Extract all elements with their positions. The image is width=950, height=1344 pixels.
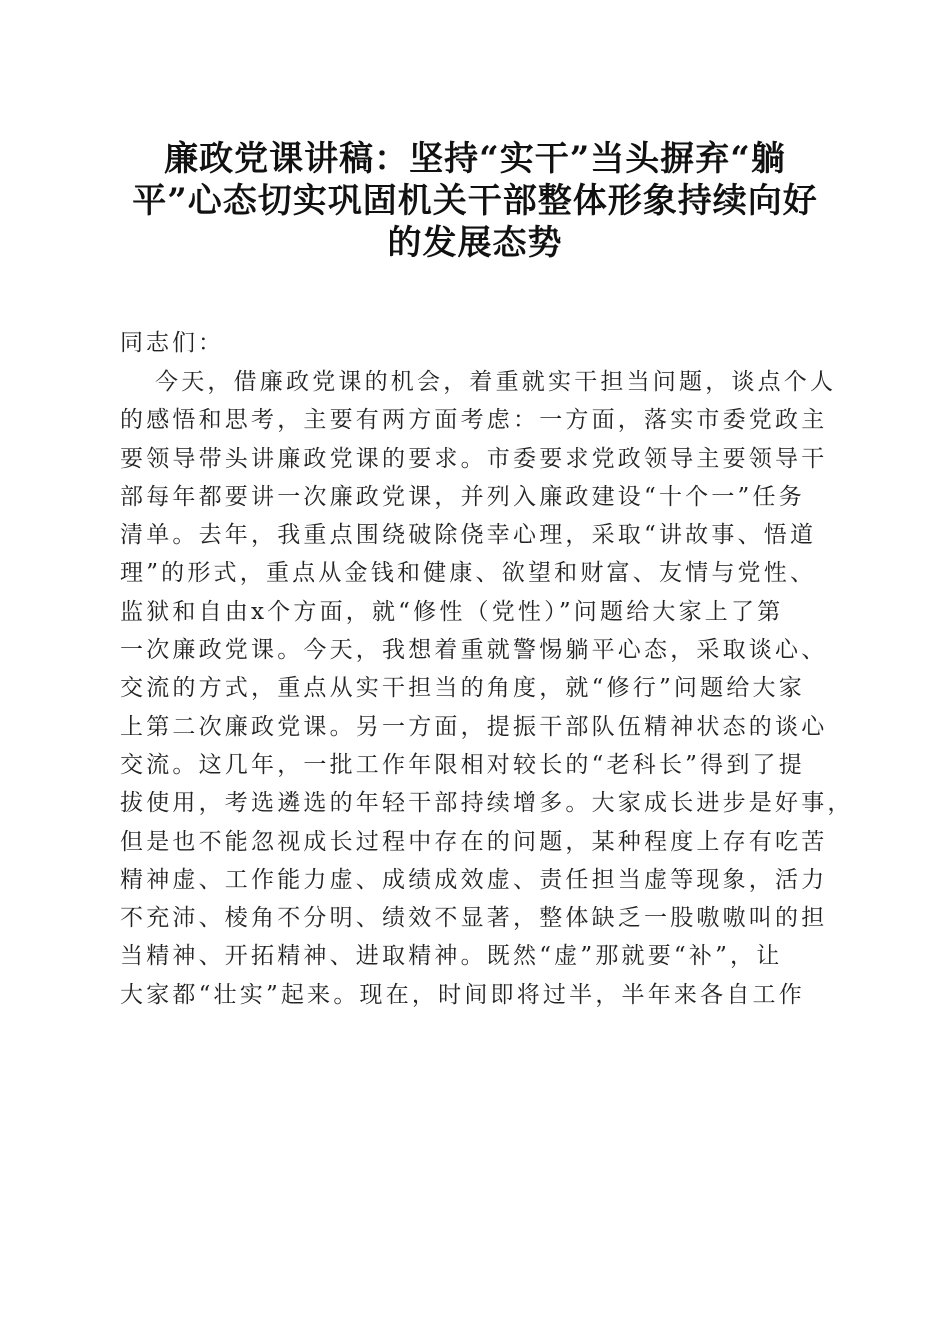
document-body [120, 323, 854, 1014]
paragraph-line: 交流。这几年，一批工作年限相对较长的“老科长”得到了提 [120, 751, 805, 778]
paragraph-line: 监狱和自由x个方面，就“修性（党性）”问题给大家上了第 [120, 598, 784, 625]
paragraph-line: 精神虚、工作能力虚、成绩成效虚、责任担当虚等现象，活力 [120, 866, 828, 893]
paragraph-line: 交流的方式，重点从实干担当的角度，就“修行”问题给大家 [120, 675, 805, 702]
paragraph-line: 清单。去年，我重点围绕破除侥幸心理，采取“讲故事、悟道 [120, 522, 817, 549]
salutation: 同志们： [120, 330, 224, 356]
paragraph-line: 理”的形式，重点从金钱和健康、欲望和财富、友情与党性、 [120, 560, 817, 587]
paragraph-line: 当精神、开拓精神、进取精神。既然“虚”那就要“补”，让 [120, 943, 783, 970]
title-line: 的发展态势 [387, 223, 563, 263]
paragraph-line: 要领导带头讲廉政党课的要求。市委要求党政领导主要领导干 [120, 445, 828, 472]
paragraph [120, 363, 854, 1014]
paragraph-line: 一次廉政党课。今天，我想着重就警惕躺平心态，采取谈心、 [120, 637, 828, 664]
paragraph-line: 不充沛、棱角不分明、绩效不显著，整体缺乏一股嗷嗷叫的担 [120, 905, 828, 932]
paragraph-line: 的感悟和思考，主要有两方面考虑：一方面，落实市委党政主 [120, 407, 828, 434]
paragraph-line: 大家都“壮实”起来。现在，时间即将过半，半年来各自工作 [120, 981, 805, 1008]
paragraph-line: 今天，借廉政党课的机会，着重就实干担当问题，谈点个人 [155, 369, 837, 395]
paragraph-line: 拔使用，考选遴选的年轻干部持续增多。大家成长进步是好事， [120, 790, 854, 817]
title-line: 廉政党课讲稿：坚持“实干”当头摒弃“躺 [164, 139, 786, 179]
paragraph-line: 上第二次廉政党课。另一方面，提振干部队伍精神状态的谈心 [120, 713, 828, 740]
document-title [110, 138, 840, 264]
title-line: 平”心态切实巩固机关干部整体形象持续向好 [132, 181, 818, 221]
paragraph-line: 但是也不能忽视成长过程中存在的问题，某种程度上存有吃苦 [120, 828, 828, 855]
paragraph-line: 部每年都要讲一次廉政党课，并列入廉政建设“十个一”任务 [120, 483, 805, 510]
